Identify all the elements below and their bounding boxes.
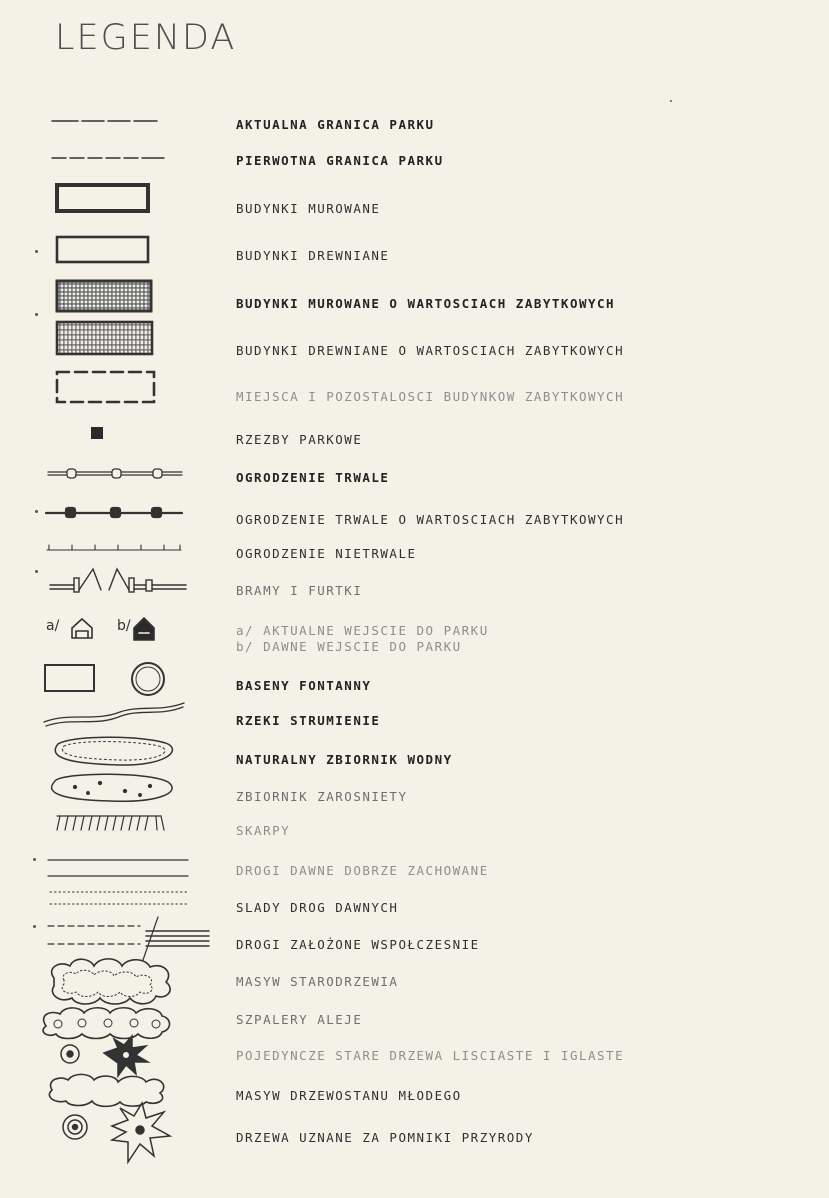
natural-pond-symbol (55, 737, 172, 765)
hatched-rectangle-light-symbol (57, 322, 152, 354)
fence-posts-symbol (48, 469, 182, 478)
legend-label-historic-brick-buildings: BUDYNKI MUROWANE O WARTOSCIACH ZABYTKOWYCH (236, 296, 616, 311)
single-trees-symbol (61, 1036, 148, 1076)
legend-label-gates: BRAMY I FURTKI (236, 583, 363, 598)
legend-label-modern-roads: DROGI ZAŁOŻONE WSPOŁCZESNIE (236, 937, 480, 952)
entrance-a-label: a/ (46, 618, 60, 634)
dashed-rectangle-symbol (57, 372, 154, 402)
wavy-line-symbol (44, 703, 184, 726)
filled-square-symbol (91, 427, 103, 439)
legend-label-pools-fountains: BASENY FONTANNY (236, 678, 372, 693)
overgrown-pond-symbol (52, 774, 173, 801)
margin-dot (35, 510, 38, 513)
margin-dot (33, 858, 36, 861)
margin-dot (33, 925, 36, 928)
tree-mass-young-symbol (49, 1074, 163, 1106)
modern-road-symbol (48, 917, 209, 960)
pool-fountain-symbol (45, 663, 164, 695)
legend-label-single-old-trees: POJEDYNCZE STARE DRZEWA LISCIASTE I IGLASTE (236, 1048, 625, 1063)
monument-trees-symbol (63, 1103, 170, 1162)
legend-label-original-boundary: PIERWOTNA GRANICA PARKU (236, 153, 444, 168)
legend-label-permanent-fence: OGRODZENIE TRWALE (236, 470, 390, 485)
thin-rectangle-symbol (57, 237, 148, 262)
entrance-b-label: b/ (117, 618, 131, 634)
page-title: LEGENDA (55, 18, 237, 58)
legend-label-well-preserved-old-roads: DROGI DAWNE DOBRZE ZACHOWANE (236, 863, 489, 878)
legend-label-former-entrance: b/ DAWNE WEJSCIE DO PARKU (236, 639, 462, 654)
entrance-symbols (72, 618, 154, 640)
legend-label-current-entrance: a/ AKTUALNE WEJSCIE DO PARKU (236, 623, 489, 638)
margin-dot (35, 570, 38, 573)
legend-label-brick-buildings: BUDYNKI MUROWANE (236, 201, 381, 216)
legend-label-escarpments: SKARPY (236, 823, 291, 838)
legend-label-traces-of-old-roads: SLADY DROG DAWNYCH (236, 900, 399, 915)
legend-label-young-tree-mass: MASYW DRZEWOSTANU MŁODEGO (236, 1088, 462, 1103)
legend-label-historic-fence: OGRODZENIE TRWALE O WARTOSCIACH ZABYTKOWYCH (236, 512, 625, 527)
margin-dot (670, 100, 672, 102)
tree-mass-old-symbol (52, 959, 171, 1004)
dotted-double-line-symbol (50, 892, 187, 904)
legend-label-overgrown-water-body: ZBIORNIK ZAROSNIETY (236, 789, 408, 804)
legend-label-tree-rows-alleys: SZPALERY ALEJE (236, 1012, 363, 1027)
escarpment-hatch-symbol (57, 816, 164, 830)
double-line-symbol (48, 860, 188, 876)
legend-label-historic-wooden-buildings: BUDYNKI DREWNIANE O WARTOSCIACH ZABYTKOWYCH (236, 343, 625, 358)
legend-label-current-boundary: AKTUALNA GRANICA PARKU (236, 117, 435, 132)
legend-label-natural-water-body: NATURALNY ZBIORNIK WODNY (236, 752, 453, 767)
legend-label-historic-building-remains: MIEJSCA I POZOSTALOSCI BUDYNKOW ZABYTKOWYCH (236, 389, 625, 404)
legend-label-rivers-streams: RZEKI STRUMIENIE (236, 713, 381, 728)
legend-label-wooden-buildings: BUDYNKI DREWNIANE (236, 248, 390, 263)
margin-dot (35, 313, 38, 316)
thick-rectangle-symbol (57, 185, 148, 211)
legend-label-temporary-fence: OGRODZENIE NIETRWALE (236, 546, 417, 561)
gate-symbol (50, 569, 186, 592)
fence-posts-filled-symbol (46, 508, 182, 517)
tick-line-symbol (47, 545, 181, 550)
legend-label-park-sculptures: RZEZBY PARKOWE (236, 432, 363, 447)
legend-label-natural-monument-trees: DRZEWA UZNANE ZA POMNIKI PRZYRODY (236, 1130, 534, 1145)
legend-label-old-tree-mass: MASYW STARODRZEWIA (236, 974, 399, 989)
tree-rows-symbol (43, 1008, 169, 1039)
hatched-rectangle-symbol (57, 281, 151, 311)
margin-dot (35, 250, 38, 253)
